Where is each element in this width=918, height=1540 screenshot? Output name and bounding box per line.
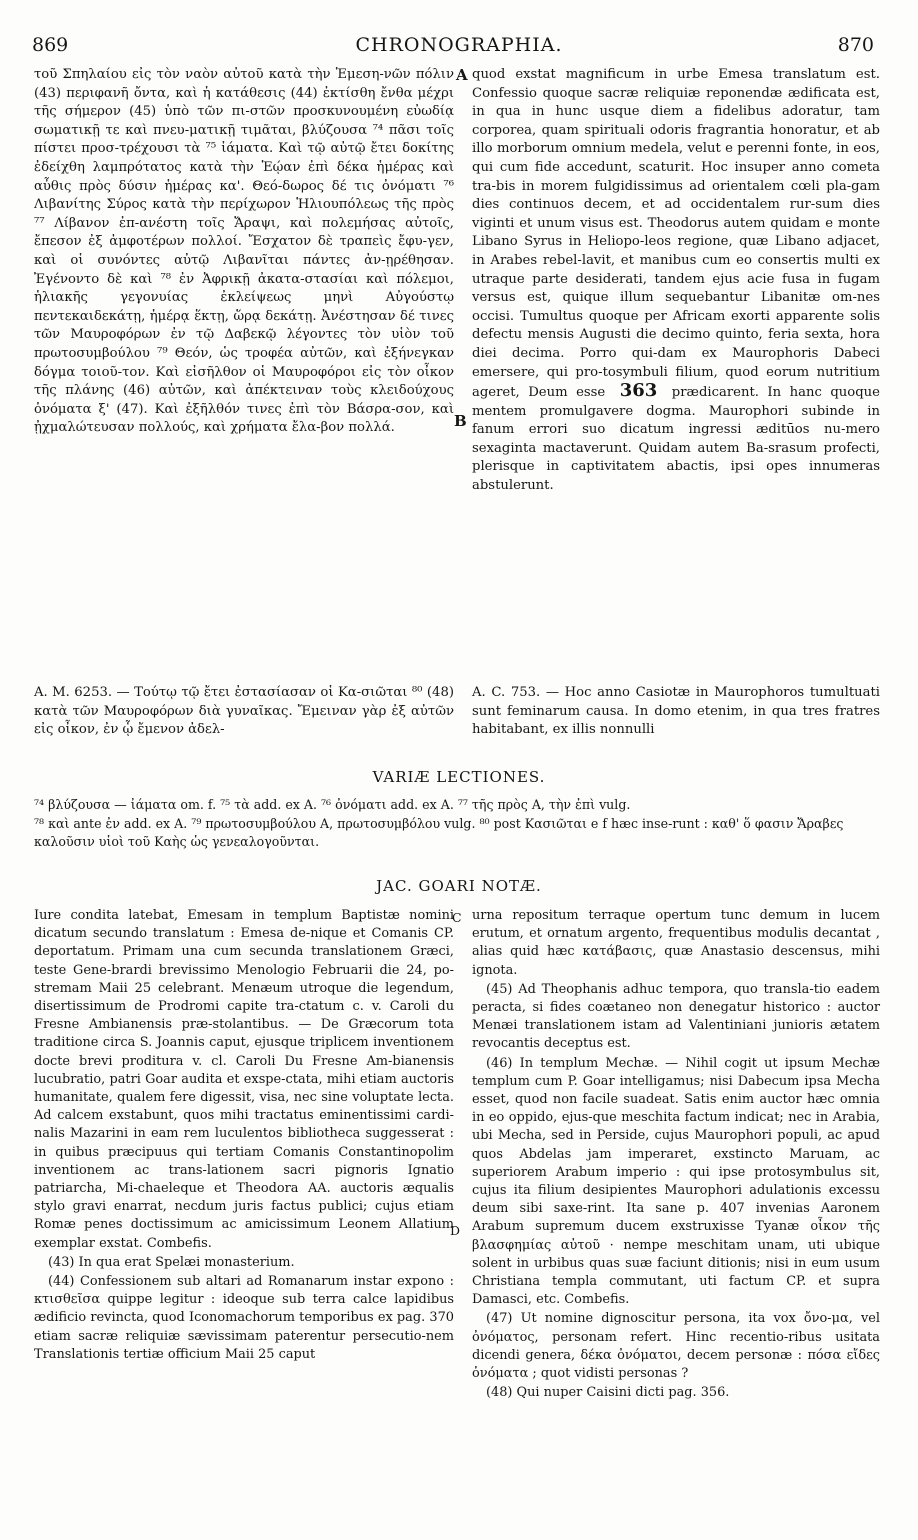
notes-right-column bbox=[472, 907, 880, 1403]
greek-am-text: A. M. 6253. — Τούτῳ τῷ ἔτει ἐστασίασαν οἱ Κα-σιῶται ⁸⁰ (48) κατὰ τῶν Μαυροφόρων διὰ γυναῖκας. Ἔμειναν γὰρ ἐξ αὐτῶν εἰς οἶκον, ἐν ᾧ ἔμενον ἀδελ- bbox=[34, 685, 454, 738]
note-paragraph: (48) Qui nuper Caisini dicti pag. 356. bbox=[486, 1385, 730, 1401]
greek-paragraph: τοῦ Σπηλαίου εἰς τὸν ναὸν αὐτοῦ κατὰ τὴν Ἐμεση-νῶν πόλιν (43) περιφανῆ ὄντα, καὶ ἡ κατάθεσις (44) ἐκτίσθη ἔνθα μέχρι τῆς σήμερον (45) ὑπὸ τῶν πι-στῶν προσκυνουμένη εὐωδίᾳ σωματικῇ τε καὶ πνευ-ματικῇ τιμᾶται, βλύζουσα ⁷⁴ πᾶσι τοῖς πίστει προσ-τρέχουσι τὰ ⁷⁵ ἰάματα. Καὶ τῷ αὐτῷ ἔτει δοκίτης ἐδείχθη λαμπρότατος κατὰ τὴν Ἑῴαν ἐπὶ δέκα ἡμέρας καὶ αὖθις πρὸς δύσιν ἡμέρας κα'. Θεό-δωρος δέ τις ὀνόματι ⁷⁶ Λιβανίτης Σύρος κατὰ τὴν περίχωρον Ἡλιουπόλεως τῆς πρὸς ⁷⁷ Λίβανον ἐπ-ανέστη τοῖς Ἄραψι, καὶ πολεμήσας αὐτοῖς, ἔπεσον ἐξ ἀμφοτέρων πολλοί. Ἔσχατον δὲ τραπεὶς ἔφυ-γεν, καὶ οἱ συνόντες αὐτῷ Λιβανῖται πάντες ἀν-ῃρέθησαν. Ἐγένοντο δὲ καὶ ⁷⁸ ἐν Ἀφρικῇ ἀκατα-στασίαι καὶ πόλεμοι, ἡλιακῆς γεγονυίας ἐκλείψεως μηνὶ Αὐγούστῳ πεντεκαιδεκάτῃ, ἡμέρᾳ ἕκτῃ, ὥρᾳ δεκάτῃ. Ἀνέστησαν δέ τινες τῶν Μαυροφόρων ἐν τῷ Δαβεκῷ λέγοντες τὸν υἱὸν τοῦ πρωτοσυμβούλου ⁷⁹ Θεόν, ὡς τροφέα αὐτῶν, καὶ ἐξήνεγκαν δόγμα τοιοῦ-τον. Καὶ εἰσῆλθον οἱ Μαυροφόροι εἰς τὸν οἶκον τῆς πλάνης (46) αὐτῶν, καὶ ἀπέκτειναν τοὺς κλειδούχους ὀνόματα ξ' (47). Καὶ ἐξῆλθόν τινες ἐπὶ τὸν Βάσρα-σον, καὶ ᾐχμαλώτευσαν πολλούς, καὶ χρήματα ἔλα-βον πολλά. bbox=[34, 67, 454, 436]
note-paragraph: (44) Confessionem sub altari ad Romanarum instar expono : κτισθεῖσα quippe legitur : ideoque sub terra calce lapidibus ædificio revincta, quod Iconomachorum temporibus ex pag. 370 etiam sacræ reliquiæ sævissimam paterentur persecutio-nem Translationis tertiæ officium Maii 25 caput bbox=[34, 1274, 454, 1362]
right-page-number: 870 bbox=[837, 34, 874, 56]
note-paragraph: urna repositum terraque opertum tunc demum in lucem erutum, et ornatum argento, frequentibus modulis decantat , alias quid hæc κατάβασις, quæ Anastasio descensus, mihi ignota. bbox=[472, 908, 880, 978]
note-paragraph: (43) In qua erat Spelæi monasterium. bbox=[48, 1254, 295, 1270]
margin-letter-a: A bbox=[456, 66, 468, 84]
latin-ac-paragraph bbox=[472, 684, 880, 740]
left-page-number: 869 bbox=[32, 34, 69, 56]
note-paragraph: (46) In templum Mechæ. — Nihil cogit ut ipsum Mechæ templum cum P. Goar intelligamus; nisi Dabecum ipsa Mecha esset, quod non facile suadeat. Satis enim auctor hæc omnia in eo oppido, ejus-que meschita factum indicat; nec in Arabia, ubi Mecha, sed in Perside, cujus Maurophori populi, ac apud quos Abdelas jam imperaret, exstincto Maruam, ac superiorem Arabum imperio : qui ipse protosymbulus sit, cujus ita filium desipientes Maurophori adulationis excessu deum sibi saxe-rint. Ita sane p. 407 invenias Aaronem Arabum supremum ducem exstruxisse Tyanæ οἶκον τῆς βλασφημίας αὐτοῦ · nempe meschitam unam, uti ubique solent in urbibus quas suæ faciunt ditionis; nisi in eum usum Christiana templa commutant, uti factum CP. et supra Damasci, etc. Combefis. bbox=[472, 1055, 880, 1308]
latin-ac-text: A. C. 753. — Hoc anno Casiotæ in Maurophoros tumultuati sunt feminarum causa. In domo etenim, in qua tres fratres habitabant, ex illis nonnulli bbox=[472, 685, 880, 738]
column-number: 363 bbox=[619, 380, 658, 402]
running-title: CHRONOGRAPHIA. bbox=[355, 34, 563, 56]
variae-lectiones bbox=[34, 796, 884, 852]
note-paragraph: (45) Ad Theophanis adhuc tempora, quo transla-tio eadem peracta, si fides coætaneo non denegatur historico : auctor Menæi translationem istam ad Valentiniani junioris ætatem revocantis deceptus est. bbox=[472, 981, 880, 1052]
greek-am-paragraph bbox=[34, 684, 454, 740]
margin-letter-b: B bbox=[454, 412, 467, 430]
latin-text-part-2: prædicarent. In hanc quoque mentem promulgavere dogma. Maurophori subinde in fanum errori suo dicatum ingressi æditūos nu-mero sexaginta mactaverunt. Quidam autem Ba-srasum profecti, plerisque in captivitatem abactis, ipsi opes innumeras abstulerunt. bbox=[472, 385, 880, 494]
notes-heading: JAC. GOARI NOTÆ. bbox=[376, 877, 542, 895]
note-paragraph: (47) Ut nomine dignoscitur persona, ita vox ὄνο-μα, vel ὀνόματος, personam refert. Hinc recentio-ribus usitata dicendi genera, δέκα ὀνόματοι, decem personæ : πόσα εἴδες ὀνόματα ; quot vidisti personas ? bbox=[472, 1311, 880, 1382]
running-header bbox=[0, 34, 918, 58]
latin-column bbox=[472, 66, 880, 496]
margin-letter-d: D bbox=[450, 1223, 461, 1238]
variae-lectiones-heading: VARIÆ LECTIONES. bbox=[372, 768, 546, 786]
variant-line: ⁷⁸ καὶ ante ἐν add. ex A. ⁷⁹ πρωτοσυμβούλου A, πρωτοσυμβόλου vulg. ⁸⁰ post Κασιῶται e f hæc inse-runt : καθ' ὅ φασιν Ἄραβες καλοῦσιν υἱοὶ τοῦ Καὴς ὡς γενεαλογοῦνται. bbox=[34, 815, 844, 849]
greek-column bbox=[34, 66, 454, 438]
margin-letter-c: C bbox=[452, 910, 462, 925]
latin-text-part-1: quod exstat magnificum in urbe Emesa translatum est. Confessio quoque sacræ reliquiæ reponendæ ædificata est, in qua in hunc usque diem a fidelibus adoratur, tam corporea, quam spirituali odoris fragrantia honoratur, et ab illo morborum omnium medela, velut e perenni fonte, in eos, qui cum fide accedunt, scaturit. Hoc insuper anno cometa tra-bis in morem fulgidissimus ad orientalem cœli pla-gam dies continuos decem, et ad occidentalem rur-sum dies viginti et unum visus est. Theodorus autem quidam e monte Libano Syrus in Heliopo-leos regione, quæ Libano adjacet, in Arabes rebel-lavit, et manibus cum eo consertis multi ex utraque parte desiderati, tandem ejus acie fusa in fugam versus est, quique illum sequebantur Libanitæ om-nes occisi. Tumultus quoque per Africam exorti apparente solis defectu mensis Augusti die decimo quinto, feria sexta, hora diei decima. Porro qui-dam ex Maurophoris Dabeci emersere, qui pro-tosymbuli filium, quod eorum nutritium ageret, Deum esse bbox=[472, 67, 880, 401]
variant-line: ⁷⁴ βλύζουσα — ἰάματα om. f. ⁷⁵ τὰ add. ex A. ⁷⁶ ὀνόματι add. ex A. ⁷⁷ τῆς πρὸς A, τὴν ἐπὶ vulg. bbox=[34, 797, 631, 812]
note-paragraph: Iure condita latebat, Emesam in templum Baptistæ nomini dicatum secundo translatum : Emesa de-nique et Comanis CP. deportatum. Primam una cum secunda translationem Græci, teste Gene-brardi brevissimo Menologio Februarii die 24, po-stremam Maii 25 celebrant. Menæum utroque die legendum, disertissimum de Prodromi capite tra-ctatum c. v. Caroli du Fresne Ambianensis præ-stolantibus. — De Græcorum tota traditione circa S. Joannis caput, ejusque triplicem inventionem docte brevi proditura v. cl. Caroli Du Fresne Am-bianensis lucubratio, patri Goar audita et exspe-ctata, mihi etiam auctoris humanitate, qualem fere digessit, visa, nec sine voluptate lecta. Ad calcem exstabunt, quos mihi tractatus eminentissimi cardi-nalis Mazarini in eam rem luculentos bibliotheca suggesserat : in quibus præcipuus qui tertiam Comanis Constantinopolim inventionem ac trans-lationem sacri pignoris Ignatio patriarcha, Mi-chaeleque et Theodora AA. auctoris æqualis stylo gravi enarrat, necdum juris factus publici; cujus etiam Romæ penes doctissimum ac amicissimum Leonem Allatium exemplar exstat. Combefis. bbox=[34, 908, 454, 1251]
latin-paragraph bbox=[472, 66, 880, 496]
notes-left-column bbox=[34, 907, 454, 1365]
